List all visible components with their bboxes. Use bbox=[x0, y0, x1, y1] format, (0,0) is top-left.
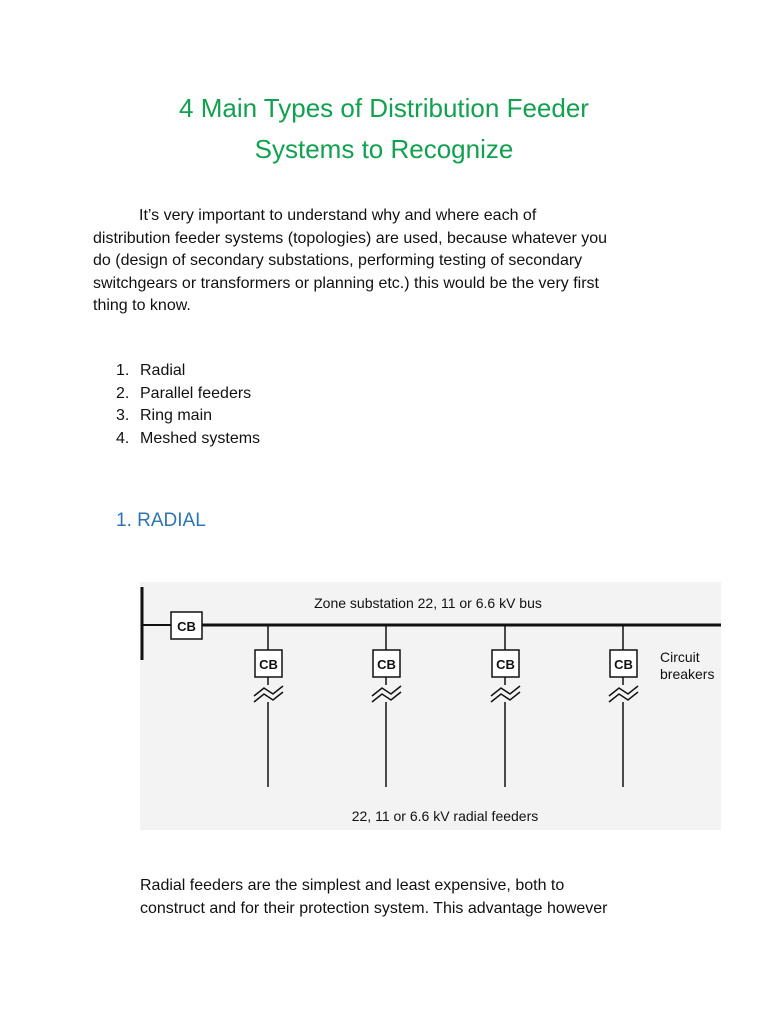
cable-break-mark bbox=[491, 692, 520, 702]
list-label: Meshed systems bbox=[140, 429, 261, 447]
list-item bbox=[116, 428, 260, 451]
incomer-breaker-label: CB bbox=[177, 619, 196, 634]
radial-description bbox=[140, 875, 700, 920]
paragraph-line: Radial feeders are the simplest and least expensive, both to bbox=[140, 877, 565, 894]
list-number: 1. bbox=[116, 362, 130, 379]
cable-break-mark bbox=[254, 692, 283, 702]
intro-line: It’s very important to understand why and where each of bbox=[139, 207, 537, 224]
feeder bbox=[491, 625, 520, 787]
list-item bbox=[116, 360, 260, 383]
list-item bbox=[116, 405, 260, 428]
cable-break-mark bbox=[372, 686, 401, 696]
list-number: 4. bbox=[116, 429, 130, 447]
title-line-1: 4 Main Types of Distribution Feeder bbox=[179, 93, 589, 123]
cable-break-mark bbox=[609, 692, 638, 702]
intro-line: distribution feeder systems (topologies) are used, because whatever you bbox=[93, 229, 608, 247]
list-label: Parallel feeders bbox=[140, 384, 252, 402]
radial-feeder-diagram bbox=[140, 582, 721, 830]
bus-label: Zone substation 22, 11 or 6.6 kV bus bbox=[314, 595, 542, 611]
list-number: 3. bbox=[116, 407, 130, 424]
feeder bbox=[609, 625, 638, 787]
cable-break-mark bbox=[491, 686, 520, 696]
section-heading-radial: 1. RADIAL bbox=[116, 510, 206, 531]
circuit-breakers-label-line1: Circuit bbox=[660, 649, 700, 665]
page-title bbox=[0, 88, 768, 170]
intro-line: thing to know. bbox=[93, 297, 191, 314]
paragraph-line: construct and for their protection system. This advantage however bbox=[140, 899, 608, 917]
feeder bbox=[372, 625, 401, 787]
intro-paragraph bbox=[93, 205, 693, 318]
feeder-breaker-label: CB bbox=[259, 657, 278, 672]
feeder-types-list bbox=[116, 360, 260, 450]
feeder bbox=[254, 625, 283, 787]
list-number: 2. bbox=[116, 384, 130, 402]
list-label: Ring main bbox=[140, 407, 213, 424]
intro-line: do (design of secondary substations, performing testing of secondary bbox=[93, 252, 583, 269]
list-label: Radial bbox=[140, 362, 186, 379]
feeders-caption: 22, 11 or 6.6 kV radial feeders bbox=[351, 808, 539, 824]
cable-break-mark bbox=[372, 692, 401, 702]
cable-break-mark bbox=[609, 686, 638, 696]
circuit-breakers-label-line2: breakers bbox=[660, 666, 715, 682]
intro-line: switchgears or transformers or planning etc.) this would be the very first bbox=[93, 274, 599, 292]
radial-diagram-svg bbox=[140, 582, 721, 830]
feeder-breaker-label: CB bbox=[496, 657, 515, 672]
list-item bbox=[116, 383, 260, 406]
title-line-2: Systems to Recognize bbox=[254, 134, 514, 164]
feeder-breaker-label: CB bbox=[377, 657, 396, 672]
feeder-breaker-label: CB bbox=[614, 657, 633, 672]
cable-break-mark bbox=[254, 686, 283, 696]
